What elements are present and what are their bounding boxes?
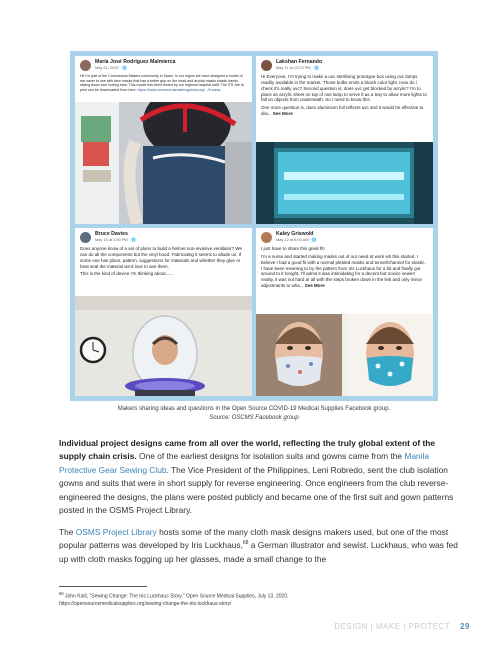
page-number: 29: [460, 622, 470, 631]
post-bruce: [75, 228, 252, 396]
post-header: [256, 56, 433, 73]
avatar: [80, 232, 91, 243]
page-footer: [334, 622, 470, 631]
footnote-text: John Kalil, "Sewing Change: The Iris Luckhaus Story," Open Source Medical Supplies, July 13, 2020,: [63, 593, 289, 600]
post-header: [256, 228, 433, 245]
post-body: [256, 245, 433, 292]
masks-photo: [256, 314, 433, 396]
footer-section: DESIGN | MAKE | PROTECT: [334, 622, 451, 631]
post-lakshan: [256, 56, 433, 224]
post-header: [75, 56, 252, 73]
paragraph-text: One of the earliest designs for isolation suits and gowns came from the: [136, 451, 405, 462]
helmet-photo: [75, 102, 252, 224]
post-text: Hi Everyone, I'm trying to make a uvc sterilising prototype box using uvc lamps readily available in the market. Those bulbs emits a bluish color light. How do i check it's really uvc? Second question is, does uvc get blocked by acrylic? I'm to place an acrylic sheet on top of one lamp to serve it as a tray to allow more lights to fall on objects from underneath. So I need to know this.: [261, 74, 427, 103]
lead-sentence: Individual project designs came from all over the world, reflecting the truly global extent of the supply chain crisis.: [59, 438, 436, 462]
post-body: [256, 73, 433, 120]
author-name: María José Rodríguez Malmierca: [95, 59, 176, 66]
avatar: [261, 232, 272, 243]
post-date: May 15 at 1:50 PM · 🌐: [95, 237, 136, 243]
post-text-2: One more question is, does aluminium foil reflects uvc and it would be effective to disi...: [261, 105, 424, 117]
avatar: [261, 60, 272, 71]
footnote-ref[interactable]: 68: [242, 540, 249, 547]
post-date: May 12 at 8:00 AM · 🌐: [276, 237, 317, 243]
author-name: Lakshan Fernando: [276, 59, 323, 66]
caption-source: Source: OSCMS Facebook group: [209, 415, 299, 422]
footnote: [59, 591, 459, 608]
post-photo: [75, 102, 252, 224]
post-photo: [256, 142, 433, 224]
uv-box-photo: [256, 142, 433, 224]
post-photo: [75, 296, 252, 396]
see-more-link[interactable]: See More: [304, 283, 325, 289]
post-text: Does anyone know of a set of plans to build a helmet non-invasive ventilator? We can do all the components but the vinyl hood. Fabricating it seems to allude us. If some one has plans, pattern, suggestions for materials and whether they glue or heat seal the material we'd love to see them.: [80, 246, 243, 269]
post-link[interactable]: https://www.coronavirusmakersgalicia.org/.../9-salva...: [137, 88, 224, 93]
post-text: I just have to share this great fit!: [261, 246, 325, 251]
paragraph-text: hosts some of the many cloth mask designs makers used, but one of the most popular patterns was developed by Iris Luckhaus,: [59, 527, 449, 551]
osms-library-link[interactable]: OSMS Project Library: [75, 527, 157, 537]
author-name: Kaley Griswold: [276, 231, 314, 238]
paragraph-text: a German illustrator and sewist. Luckhaus, who was fed up with cloth masks fogging up her glasses, made a small change to the: [59, 540, 458, 564]
paragraph-2: [59, 526, 459, 566]
post-text-2: I'm a nurse and started making masks out of our need at work wh this started. I believe I had a good fit with a normal pleated masks and tunnel/channel for elastic. I have been meaning to try the pattern from Iris Luckhaus for a bit and finally got around to it tonight. I'll admit it was intimidating for a decent but novice sewer! reality, it was not hard at all with the steps broken down in the link and only minor adjustments to wha...: [261, 253, 426, 289]
avatar: [80, 60, 91, 71]
post-maria: [75, 56, 252, 224]
figure-caption: [60, 405, 448, 424]
footnote-number: 68: [59, 591, 64, 596]
post-header: [75, 228, 252, 245]
post-photo: [256, 314, 433, 396]
paragraph-text: . The Vice President of the Philippines, Leni Robredo, sent the club isolation gowns and suits that were in short supply for reverse engineering. Once engineers from the club reverse-engineered the designs, the plans were posted publicly and became one of the first suit and gown patterns posted in the OSMS Project Library.: [59, 464, 454, 516]
post-date: May 21, 2020 · 🌐: [95, 65, 127, 71]
post-body: [75, 73, 252, 94]
see-more-link[interactable]: See More: [272, 111, 293, 117]
footnote-url[interactable]: https://opensourcemedicalsupplies.org/sewing-change-the-iris-luckhaus-story/: [59, 600, 232, 607]
manila-club-link[interactable]: Manila Protective Gear Sewing Club: [59, 451, 430, 475]
post-body: [75, 245, 252, 280]
post-text: Hi! I'm part of the Coronavirus Makers community in Spain. In our region we have designed a model of ear saver to use with face masks that has a better grip on the head and avoids masks elastic bands sliding down and hurting ears. This model has been tested by our regional hospital staff. The STL file to print can be downloaded from here:: [80, 74, 244, 93]
post-date: May 11 at 12:03 PM · 🌐: [276, 65, 319, 71]
post-text-2: This is the kind of device I'm thinking about......: [80, 271, 174, 277]
helmet-ventilator-photo: [75, 296, 252, 396]
paragraph-text: The: [59, 527, 76, 537]
caption-text: Makers sharing ideas and questions in the Open Source COVID-19 Medical Supplies Facebook group.: [117, 406, 391, 412]
footnote-divider: [59, 586, 147, 587]
paragraph-1: [59, 437, 459, 518]
facebook-collage: [70, 51, 438, 401]
author-name: Bruce Davies: [95, 231, 128, 238]
post-kaley: [256, 228, 433, 396]
